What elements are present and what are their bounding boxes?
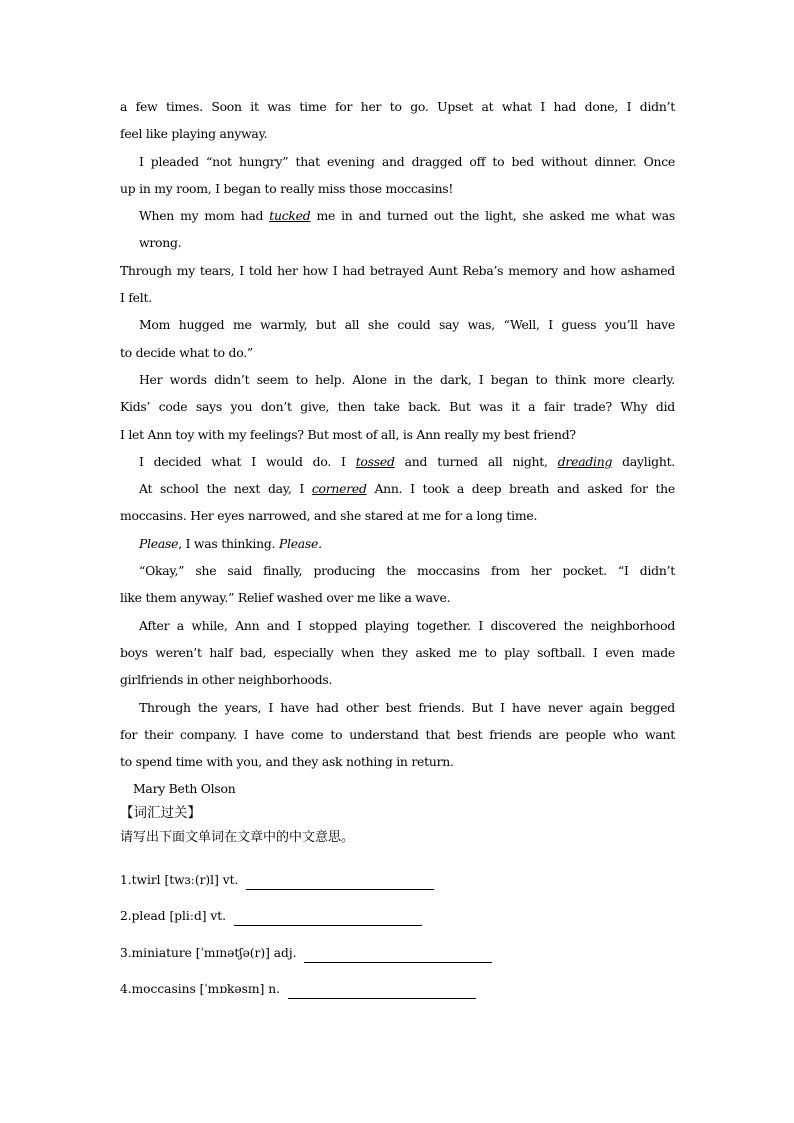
- answer-blank[interactable]: [288, 984, 476, 999]
- vocab-title: 【词汇过关】: [120, 805, 201, 821]
- passage-line: “Okay,” she said finally, producing the moccasins from her pocket. “I didn’t: [139, 563, 675, 579]
- passage-line: I let Ann toy with my feelings? But most of all, is Ann really my best friend?: [120, 426, 576, 442]
- text-fragment: , I was thinking.: [178, 535, 279, 551]
- text-fragment: Ann. I took a deep breath and asked for the: [366, 481, 675, 497]
- passage-line: like them anyway.” Relief washed over me like a wave.: [120, 590, 451, 606]
- vocab-item-label: 2.plead [pliːd] vt.: [120, 909, 227, 923]
- passage-line: to decide what to do.”: [120, 344, 253, 360]
- passage-line: [120, 475, 675, 502]
- passage-line: [120, 202, 675, 257]
- passage-line: Her words didn’t seem to help. Alone in the dark, I began to think more clearly.: [139, 371, 675, 387]
- answer-blank[interactable]: [304, 948, 492, 963]
- passage-line: I pleaded “not hungry” that evening and dragged off to bed without dinner. Once: [139, 153, 675, 169]
- passage-line: After a while, Ann and I stopped playing together. I discovered the neighborhood: [139, 617, 675, 633]
- vocab-word-tossed: tossed: [355, 453, 395, 469]
- author-name: Mary Beth Olson: [133, 781, 236, 797]
- passage-line: Through my tears, I told her how I had betrayed Aunt Reba’s memory and how ashamed: [120, 262, 675, 278]
- passage: [120, 93, 675, 803]
- vocab-item-label: 3.miniature [ˈmɪnətʃə(r)] adj.: [120, 945, 297, 960]
- passage-line: up in my room, I began to really miss those moccasins!: [120, 180, 454, 196]
- passage-line: Kids’ code says you don’t give, then take back. But was it a fair trade? Why did: [120, 399, 675, 415]
- passage-line: moccasins. Her eyes narrowed, and she stared at me for a long time.: [120, 508, 538, 524]
- passage-line: to spend time with you, and they ask nothing in return.: [120, 754, 454, 770]
- passage-line: [120, 530, 675, 557]
- vocab-word-cornered: cornered: [311, 481, 367, 497]
- vocab-instruction: 请写出下面文单词在文章中的中文意思。: [120, 830, 355, 845]
- text-fragment: daylight.: [612, 453, 675, 469]
- vocab-word-tucked: tucked: [269, 208, 311, 224]
- vocab-item-label: 1.twirl [twɜː(r)l] vt.: [120, 872, 239, 887]
- passage-line: girlfriends in other neighborhoods.: [120, 672, 333, 688]
- passage-line: Through the years, I have had other best friends. But I have never again begged: [139, 699, 675, 715]
- passage-line: Mom hugged me warmly, but all she could say was, “Well, I guess you’ll have: [139, 317, 675, 333]
- text-fragment: and turned all night,: [394, 453, 558, 469]
- passage-line: [120, 448, 675, 475]
- passage-line: I felt.: [120, 290, 152, 306]
- passage-line: for their company. I have come to understand that best friends are people who want: [120, 726, 675, 742]
- passage-line: boys weren’t half bad, especially when they asked me to play softball. I even made: [120, 644, 675, 660]
- vocab-item: [120, 926, 680, 963]
- text-fragment: I decided what I would do. I: [139, 453, 356, 469]
- text-fragment: At school the next day, I: [139, 481, 312, 497]
- vocab-item-label: 4.moccasins [ˈmɒkəsɪn] n.: [120, 982, 280, 996]
- italic-text: Please: [139, 535, 179, 551]
- vocab-item: [120, 963, 680, 1000]
- text-fragment: When my mom had: [139, 208, 270, 224]
- passage-line: a few times. Soon it was time for her to go. Upset at what I had done, I didn’t: [120, 99, 675, 114]
- vocab-word-dreading: dreading: [557, 453, 613, 469]
- vocab-section: [120, 803, 680, 999]
- answer-blank[interactable]: [246, 875, 434, 890]
- answer-blank[interactable]: [234, 911, 422, 926]
- italic-text: Please.: [278, 535, 322, 551]
- passage-line: feel like playing anyway.: [120, 126, 268, 142]
- text-fragment: me in and turned out the light, she asked me what was wrong.: [139, 208, 675, 251]
- vocab-item: [120, 853, 680, 890]
- vocab-item: [120, 890, 680, 927]
